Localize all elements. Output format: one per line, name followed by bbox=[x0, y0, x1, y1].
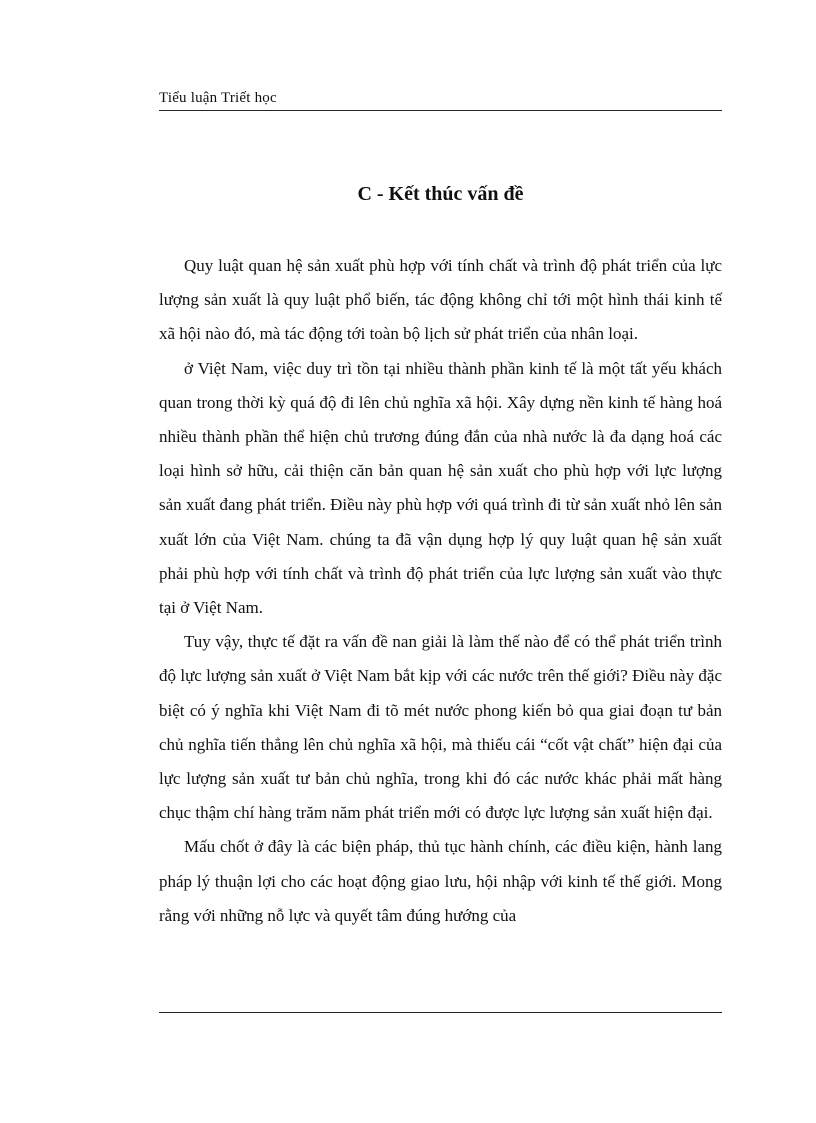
section-title: C - Kết thúc vấn đề bbox=[357, 183, 524, 205]
paragraph: Mấu chốt ở đây là các biện pháp, thủ tục hành chính, các điều kiện, hành lang pháp lý thuận lợi cho các hoạt động giao lưu, hội nhập với kinh tế thế giới. Mong rằng với những nỗ lực và quyết tâm đúng hướng của bbox=[159, 837, 722, 925]
header-title: Tiểu luận Triết học bbox=[159, 90, 277, 106]
paragraph: Quy luật quan hệ sản xuất phù hợp với tính chất và trình độ phát triển của lực lượng sản xuất là quy luật phổ biến, tác động không chỉ tới một hình thái kinh tế xã hội nào đó, mà tác động tới toàn bộ lịch sử phát triển của nhân loại. bbox=[159, 256, 722, 344]
page-header bbox=[159, 88, 722, 111]
footer-rule bbox=[159, 1012, 722, 1013]
paragraph: Tuy vậy, thực tế đặt ra vấn đề nan giải là làm thế nào để có thể phát triển trình độ lực lượng sản xuất ở Việt Nam bắt kịp với các nước trên thế giới? Điều này đặc biệt có ý nghĩa khi Việt Nam đi tõ mét nước phong kiến bỏ qua giai đoạn tư bản chủ nghĩa tiến thẳng lên chủ nghĩa xã hội, mà thiếu cái “cốt vật chất” hiện đại của lực lượng sản xuất tư bản chủ nghĩa, trong khi đó các nước khác phải mất hàng chục thậm chí hàng trăm năm phát triển mới có được lực lượng sản xuất hiện đại. bbox=[159, 632, 722, 823]
paragraph: ở Việt Nam, việc duy trì tồn tại nhiều thành phần kinh tế là một tất yếu khách quan trong thời kỳ quá độ đi lên chủ nghĩa xã hội. Xây dựng nền kinh tế hàng hoá nhiều thành phần thể hiện chủ trương đúng đắn của nhà nước là đa dạng hoá các loại hình sở hữu, cải thiện căn bản quan hệ sản xuất cho phù hợp với lực lượng sản xuất đang phát triển. Điều này phù hợp với quá trình đi từ sản xuất nhỏ lên sản xuất lớn của Việt Nam. chúng ta đã vận dụng hợp lý quy luật quan hệ sản xuất phải phù hợp với tính chất và trình độ phát triển của lực lượng sản xuất vào thực tại ở Việt Nam. bbox=[159, 358, 722, 618]
body-text bbox=[159, 249, 722, 933]
